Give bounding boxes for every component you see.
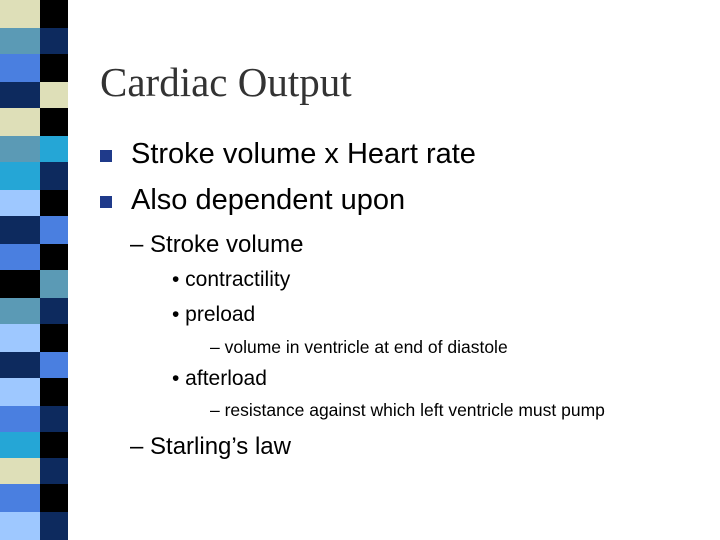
decorative-stripe	[0, 0, 68, 540]
stripe-edge-block	[40, 324, 68, 352]
stripe-block	[0, 270, 40, 298]
stripe-block	[0, 406, 40, 432]
stripe-block	[0, 162, 40, 190]
square-bullet-icon	[100, 196, 112, 208]
bullet-also-dependent	[100, 184, 405, 217]
stripe-edge-block	[40, 82, 68, 108]
stripe-edge-block	[40, 190, 68, 216]
stripe-block	[0, 82, 40, 108]
stripe-edge-block	[40, 512, 68, 540]
bullet-text: Also dependent upon	[131, 184, 406, 216]
sub-stroke-volume: – Stroke volume	[130, 231, 304, 258]
sub-starlings-law: – Starling’s law	[130, 433, 291, 460]
slide-title: Cardiac Output	[100, 59, 352, 105]
stripe-block	[0, 216, 40, 244]
stripe-edge-block	[40, 216, 68, 244]
bullet-stroke-heart-rate	[100, 138, 476, 171]
stripe-edge-block	[40, 432, 68, 458]
preload-definition: – volume in ventricle at end of diastole	[210, 337, 508, 357]
stripe-block	[0, 0, 40, 28]
afterload-definition: – resistance against which left ventricle must pump	[210, 400, 605, 420]
stripe-block	[0, 378, 40, 406]
item-afterload: • afterload	[172, 367, 267, 390]
item-contractility: • contractility	[172, 268, 291, 291]
stripe-block	[0, 54, 40, 82]
stripe-block	[0, 458, 40, 484]
stripe-edge-block	[40, 54, 68, 82]
stripe-edge-block	[40, 108, 68, 136]
stripe-block	[0, 484, 40, 512]
stripe-block	[0, 136, 40, 162]
stripe-edge-block	[40, 406, 68, 432]
stripe-edge-block	[40, 378, 68, 406]
stripe-edge-block	[40, 136, 68, 162]
item-preload: • preload	[172, 303, 256, 326]
stripe-block	[0, 324, 40, 352]
stripe-block	[0, 108, 40, 136]
stripe-edge-block	[40, 28, 68, 54]
stripe-block	[0, 28, 40, 54]
stripe-block	[0, 432, 40, 458]
bullet-text: Stroke volume x Heart rate	[131, 138, 476, 170]
stripe-edge-block	[40, 0, 68, 28]
stripe-block	[0, 190, 40, 216]
stripe-edge-block	[40, 298, 68, 324]
stripe-edge-block	[40, 352, 68, 378]
stripe-edge-block	[40, 484, 68, 512]
stripe-block	[0, 298, 40, 324]
stripe-edge-block	[40, 458, 68, 484]
stripe-edge-block	[40, 270, 68, 298]
stripe-block	[0, 512, 40, 540]
stripe-edge-block	[40, 162, 68, 190]
stripe-block	[0, 244, 40, 270]
stripe-edge-block	[40, 244, 68, 270]
square-bullet-icon	[100, 150, 112, 162]
stripe-block	[0, 352, 40, 378]
